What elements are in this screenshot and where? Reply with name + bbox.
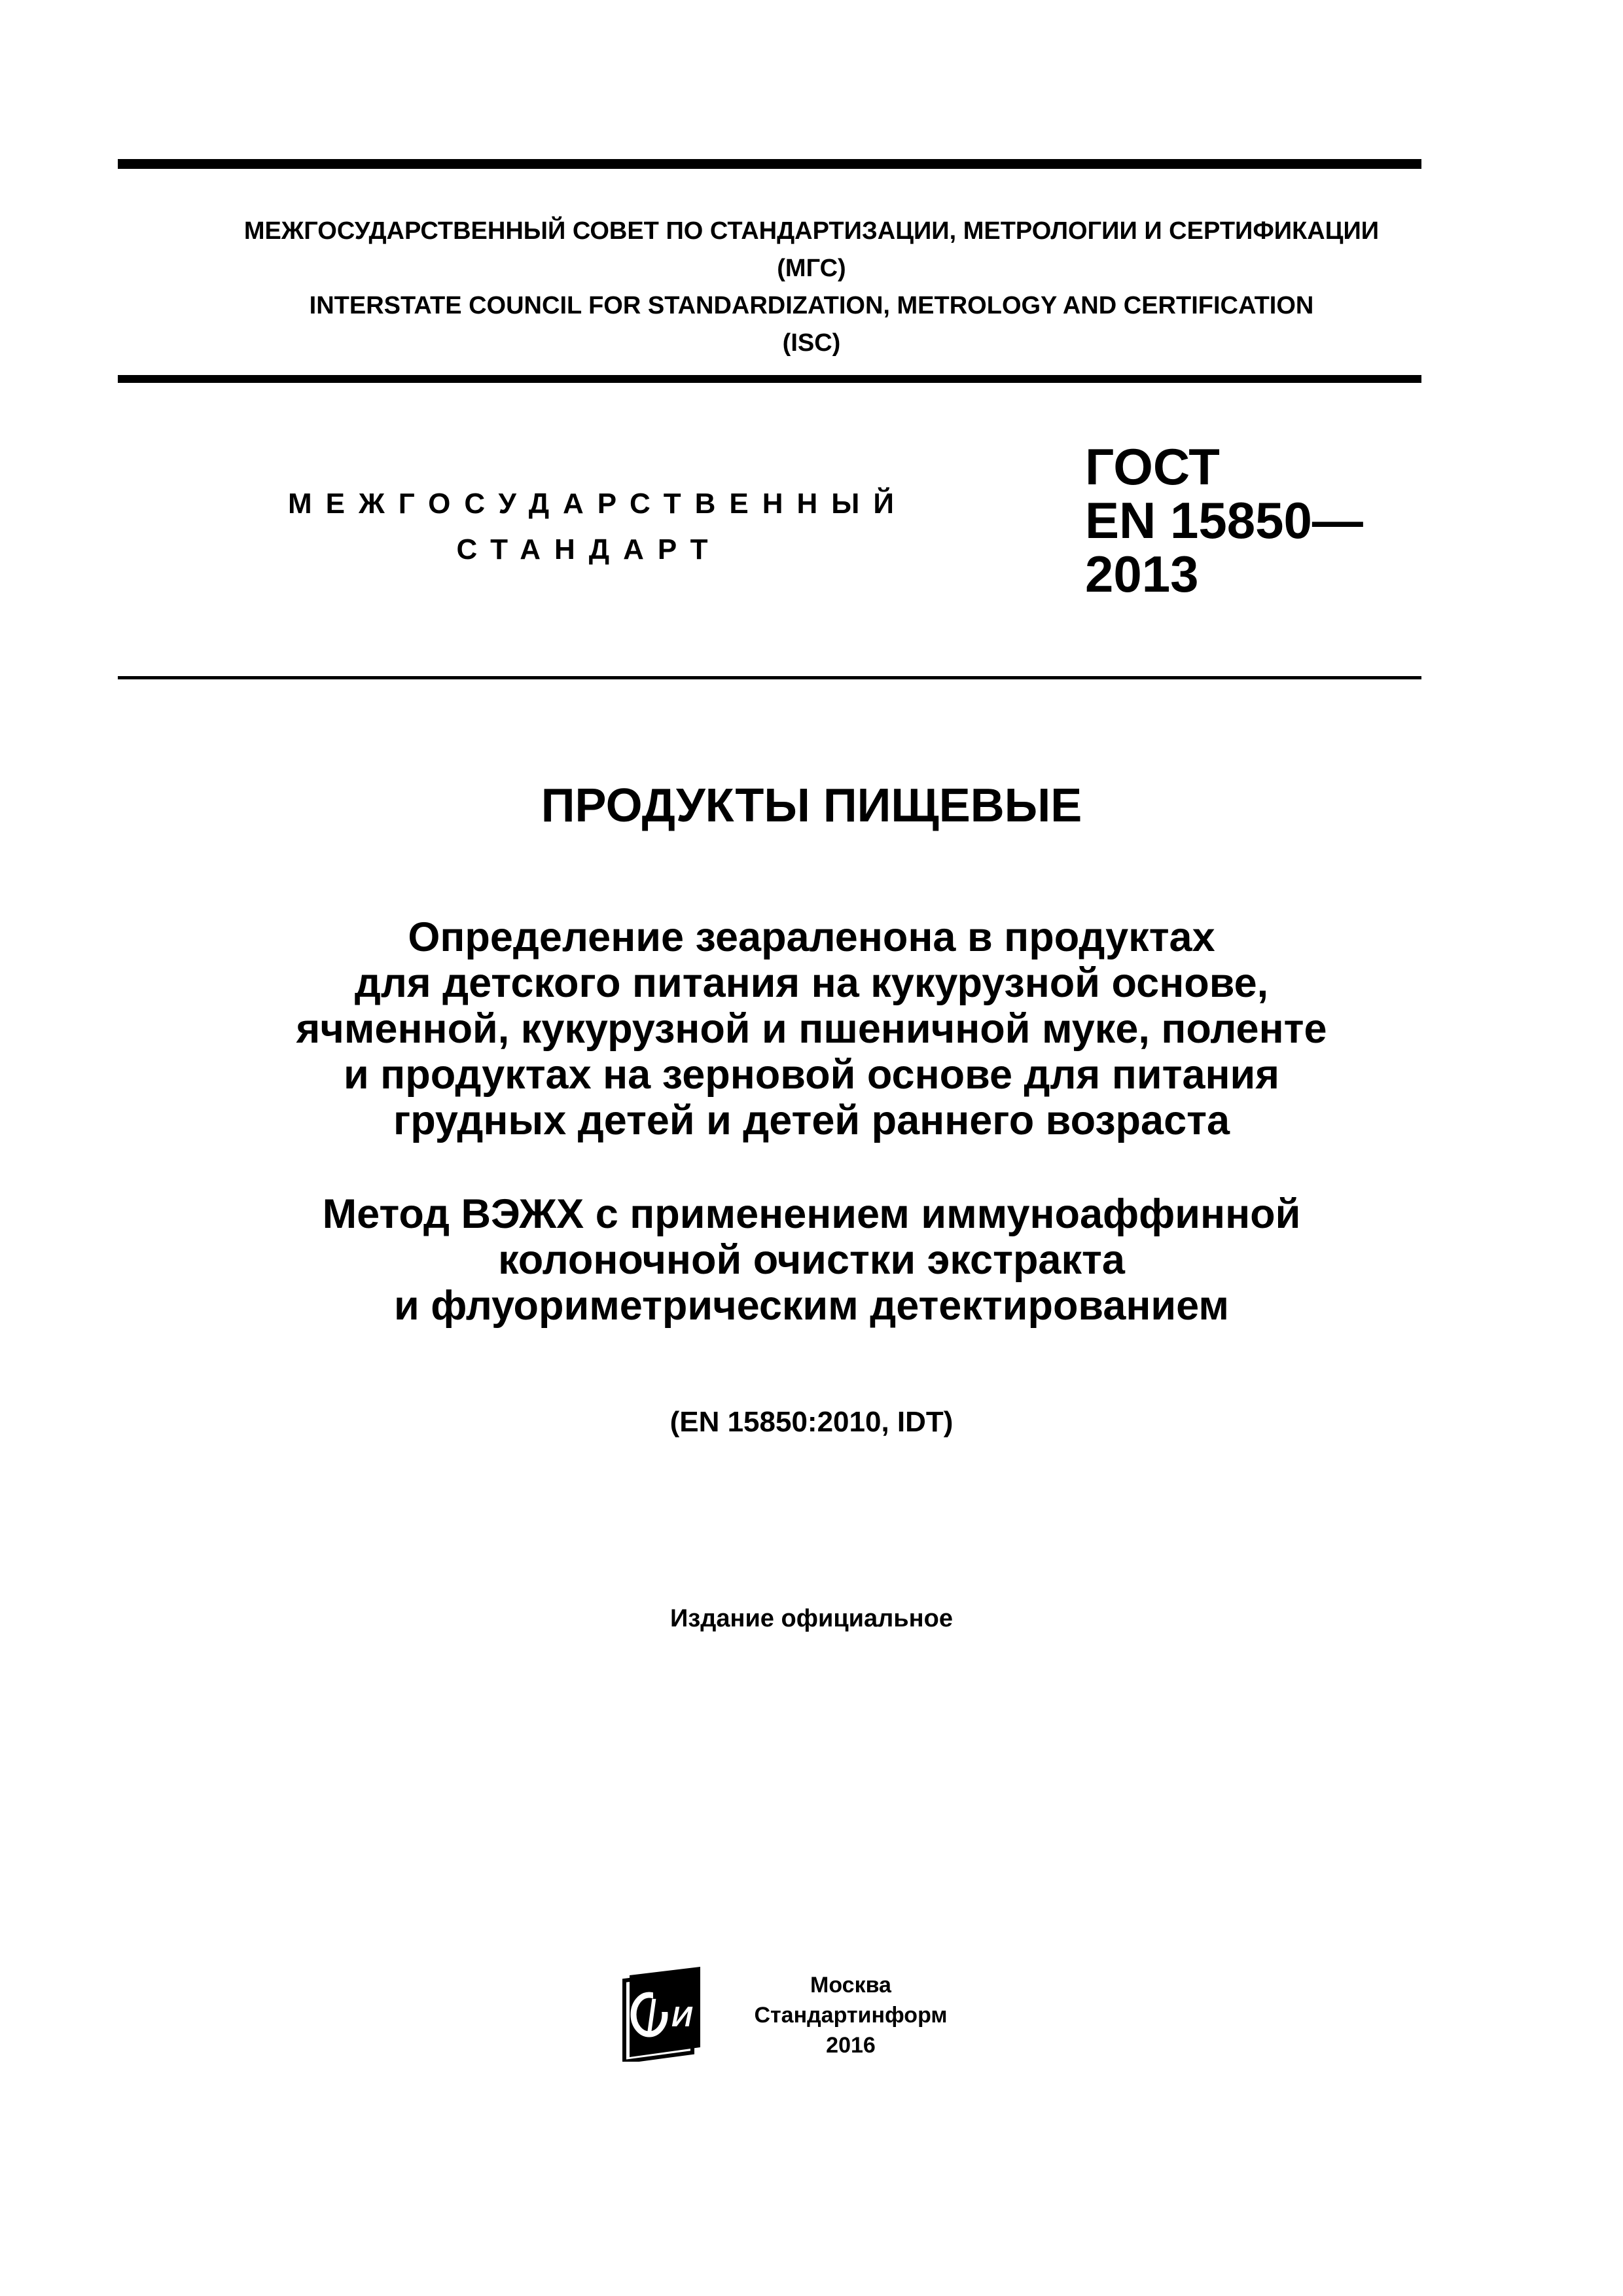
header-bottom-rule	[118, 375, 1421, 383]
document-title: ПРОДУКТЫ ПИЩЕВЫЕ	[541, 780, 1082, 832]
subtitle-line: для детского питания на кукурузной основе,	[354, 960, 1269, 1006]
subtitle-line: грудных детей и детей раннего возраста	[393, 1098, 1230, 1143]
publisher-name: Стандартинформ	[754, 2003, 948, 2028]
gost-line2: EN 15850—	[1085, 492, 1363, 549]
gost-designation	[1085, 440, 1363, 601]
top-thick-rule	[118, 159, 1421, 169]
gost-line1: ГОСТ	[1085, 438, 1220, 495]
standard-type-label	[288, 481, 908, 573]
document-subtitle	[0, 914, 1623, 1143]
subtitle-line: Определение зеараленона в продуктах	[408, 914, 1215, 960]
standard-type-line2: СТАНДАРТ	[456, 533, 722, 565]
official-edition-label: Издание официальное	[670, 1605, 953, 1632]
council-name-ru: МЕЖГОСУДАРСТВЕННЫЙ СОВЕТ ПО СТАНДАРТИЗАЦИИ, МЕТРОЛОГИИ И СЕРТИФИКАЦИИ	[243, 217, 1380, 245]
council-abbr-ru: (МГС)	[777, 255, 846, 282]
subtitle-line: ячменной, кукурузной и пшеничной муке, поленте	[296, 1006, 1327, 1052]
publisher-city: Москва	[810, 1973, 891, 1998]
council-block	[0, 213, 1623, 362]
council-abbr-en: (ISC)	[782, 329, 841, 357]
council-name-en: INTERSTATE COUNCIL FOR STANDARDIZATION, METROLOGY AND CERTIFICATION	[309, 292, 1314, 319]
method-line: Метод ВЭЖХ с применением иммуноаффинной	[322, 1191, 1301, 1237]
en-reference: (EN 15850:2010, IDT)	[669, 1406, 954, 1438]
gost-line3: 2013	[1085, 545, 1199, 603]
subtitle-line: и продуктах на зерновой основе для питания	[343, 1052, 1280, 1098]
publisher-year: 2016	[826, 2033, 876, 2058]
standard-type-line1: МЕЖГОСУДАРСТВЕННЫЙ	[288, 488, 908, 520]
publisher-block	[733, 1970, 969, 2060]
method-subtitle	[0, 1191, 1623, 1329]
standartinform-logo-icon	[615, 1964, 710, 2062]
svg-text:И: И	[671, 2001, 692, 2033]
method-line: и флуориметрическим детектированием	[394, 1283, 1229, 1329]
designation-bottom-rule	[118, 676, 1421, 679]
method-line: колоночной очистки экстракта	[498, 1237, 1125, 1283]
